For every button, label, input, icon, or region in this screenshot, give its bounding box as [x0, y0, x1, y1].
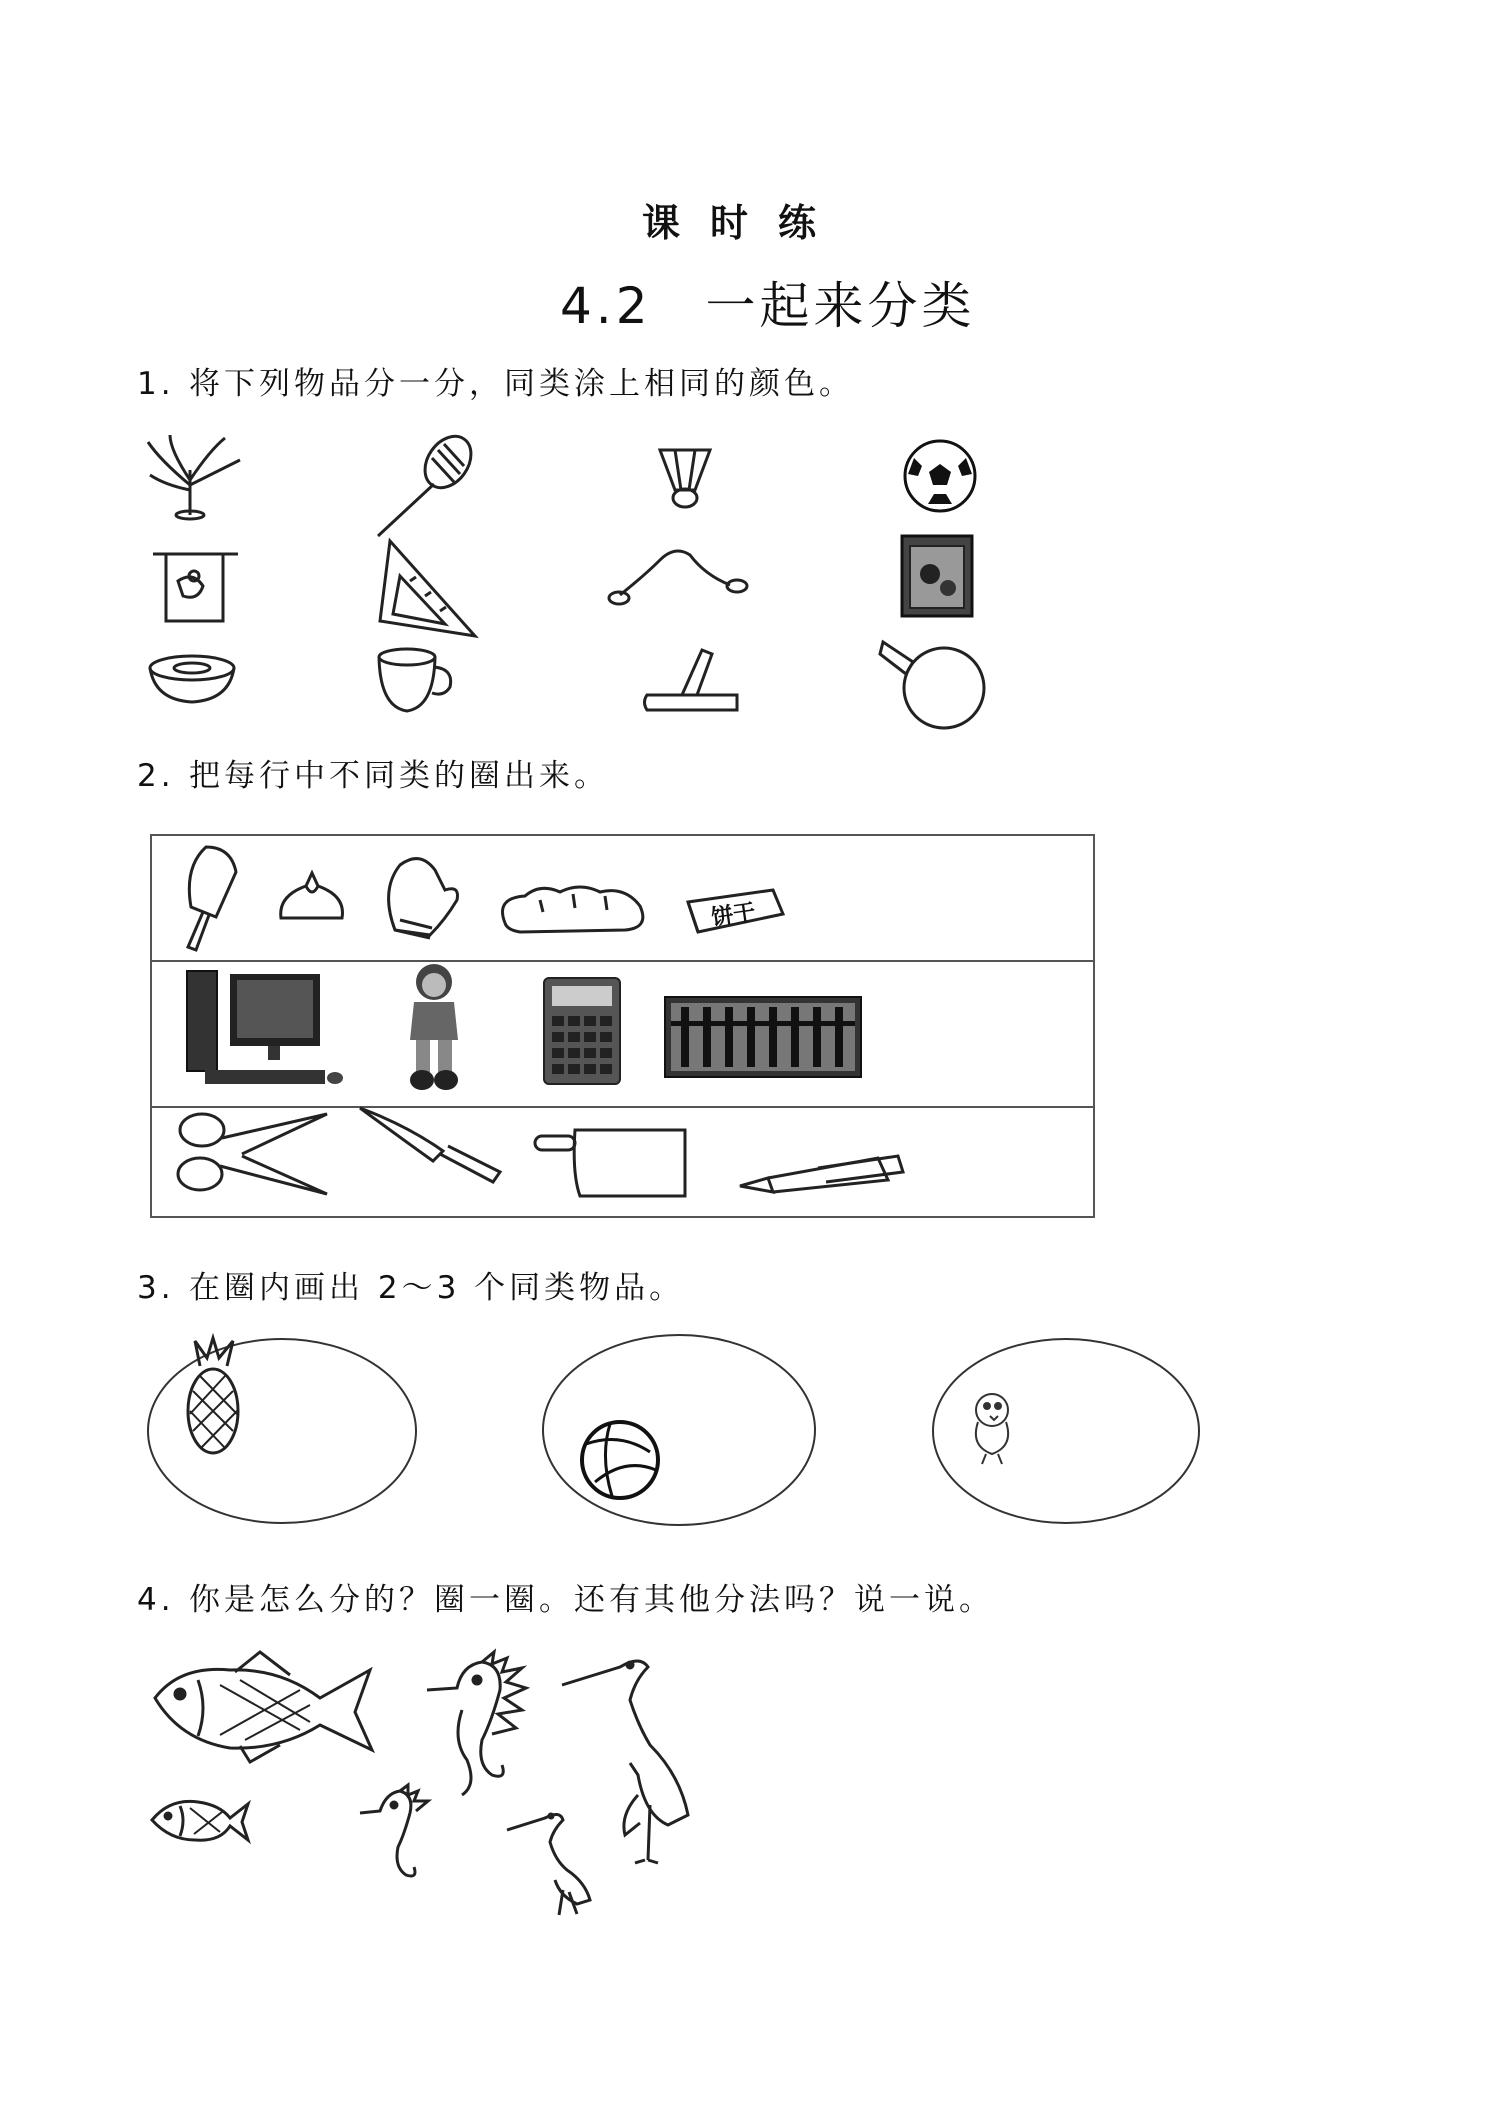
plant-icon — [140, 430, 250, 520]
ping-pong-paddle-icon — [878, 632, 990, 732]
question-text: 在圈内画出 2～3 个同类物品。 — [189, 1270, 685, 1306]
q3-oval-fruit[interactable] — [145, 1336, 420, 1526]
shuttlecock-icon — [645, 440, 725, 520]
volleyball-icon — [582, 1422, 658, 1498]
bowl-icon — [145, 650, 240, 710]
jump-rope-icon — [605, 540, 755, 610]
question-number: 1. — [137, 366, 175, 402]
calculator-icon — [542, 976, 622, 1086]
small-crane-icon — [505, 1800, 605, 1918]
knife-icon — [358, 1106, 503, 1188]
question-number: 3. — [137, 1270, 175, 1306]
cup-icon — [372, 645, 457, 720]
towel-icon — [148, 546, 243, 631]
question-3 — [137, 1262, 684, 1307]
fountain-pen-icon — [738, 1148, 913, 1202]
question-4 — [137, 1574, 994, 1619]
q3-oval-bird[interactable] — [930, 1336, 1202, 1526]
set-square-icon — [375, 536, 480, 646]
picture-book-icon — [896, 530, 978, 622]
pineapple-icon — [188, 1338, 238, 1453]
badminton-racket-icon — [368, 432, 478, 542]
question-2 — [137, 750, 609, 795]
pocket-knife-icon — [642, 640, 742, 715]
small-fish-icon — [150, 1790, 250, 1850]
question-text: 把每行中不同类的圈出来。 — [189, 758, 609, 794]
popsicle-icon — [176, 842, 246, 954]
page-subtitle: 课时练 — [641, 201, 846, 245]
biscuit-box-icon — [683, 882, 788, 942]
scissors-icon — [172, 1102, 332, 1198]
biscuit-box-label: 饼干 — [709, 900, 758, 931]
big-fish-icon — [150, 1650, 375, 1765]
q3-oval-ball[interactable] — [540, 1332, 818, 1528]
bun-icon — [276, 868, 348, 928]
computer-icon — [185, 966, 350, 1094]
chick-icon — [976, 1394, 1008, 1464]
question-number: 2. — [137, 758, 175, 794]
doll-icon — [396, 960, 472, 1095]
soccer-ball-icon — [900, 436, 980, 516]
bread-icon — [495, 878, 650, 938]
question-number: 4. — [137, 1582, 175, 1618]
question-text: 你是怎么分的？圈一圈。还有其他分法吗？说一说。 — [189, 1582, 994, 1618]
question-1 — [137, 358, 854, 403]
question-text: 将下列物品分一分，同类涂上相同的颜色。 — [189, 366, 854, 402]
cleaver-icon — [530, 1124, 690, 1202]
page-title: 4.2 一起来分类 — [560, 277, 976, 335]
mitten-icon — [375, 850, 465, 940]
small-seahorse-icon — [358, 1785, 433, 1890]
seahorse-icon — [422, 1650, 532, 1800]
abacus-icon — [663, 995, 863, 1079]
